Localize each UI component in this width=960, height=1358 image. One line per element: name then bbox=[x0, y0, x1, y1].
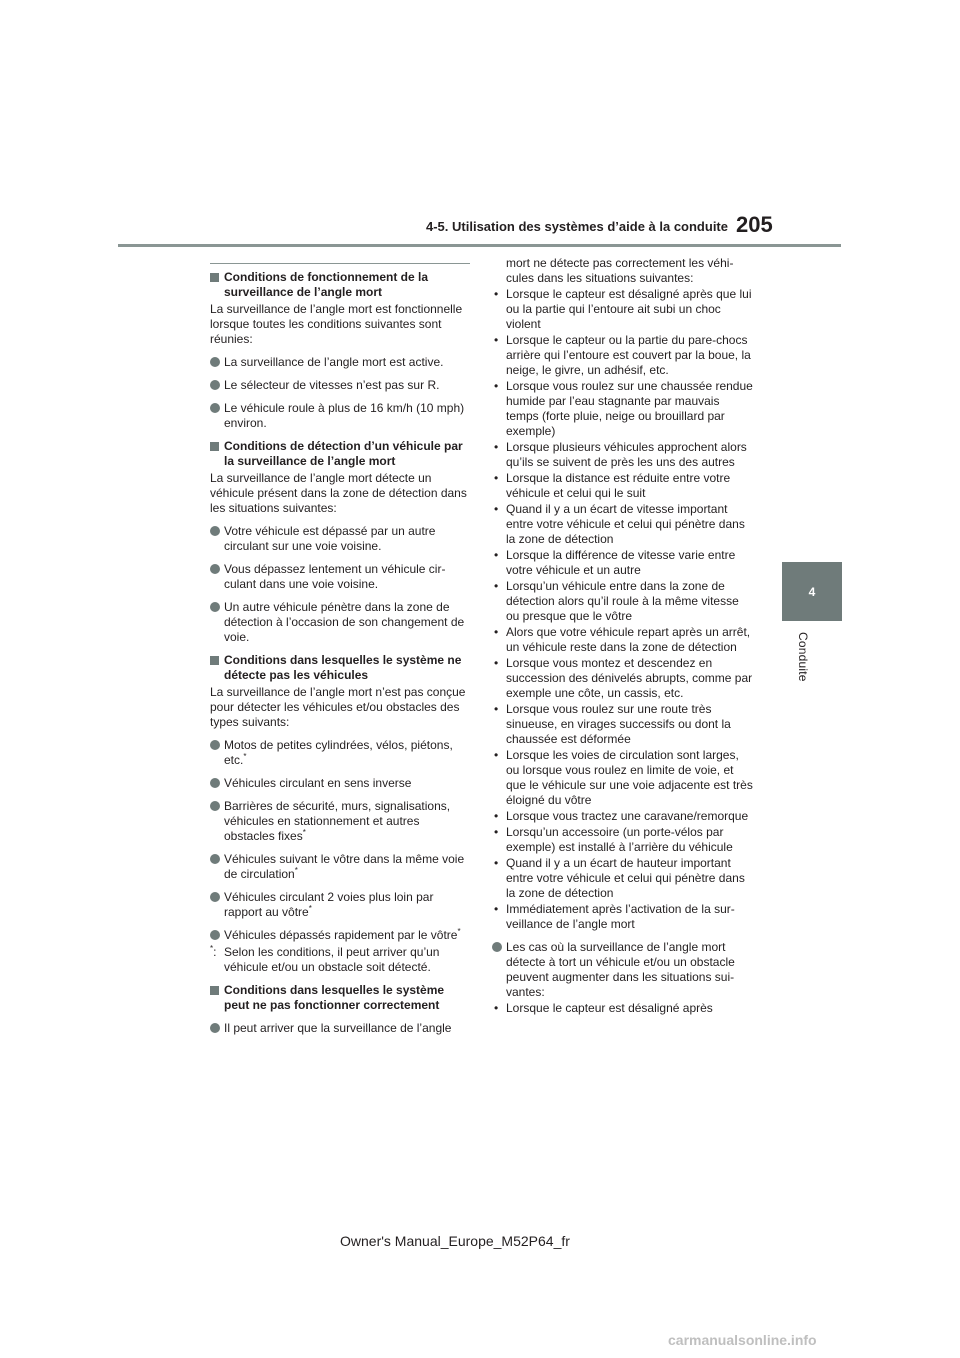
list-item: Véhicules suivant le vôtre dans la même voie de circulation* bbox=[210, 852, 470, 882]
dot-bullet-icon: • bbox=[494, 748, 499, 762]
circle-bullet-icon bbox=[210, 892, 220, 902]
dot-bullet-icon: • bbox=[494, 625, 499, 639]
header-title: 4-5. Utilisation des systèmes d’aide à la conduite bbox=[426, 219, 728, 234]
list-item: Véhicules circulant 2 voies plus loin par rapport au vôtre* bbox=[210, 890, 470, 920]
dot-bullet-icon: • bbox=[494, 440, 499, 454]
list-item: Barrières de sécurité, murs, signalisations, véhicules en stationnement et autres obstacles fixes* bbox=[210, 799, 470, 844]
watermark: carmanualsonline.info bbox=[668, 1332, 817, 1348]
list-item: Les cas où la surveillance de l’angle mort détecte à tort un véhicule et/ou un obstacle peuvent augmenter dans les situations suivantes: bbox=[492, 940, 754, 1000]
list-item: Véhicules dépassés rapidement par le vôtre* bbox=[210, 928, 470, 943]
section-intro: La surveillance de l’angle mort n’est pas conçue pour détecter les véhicules et/ou obstacles des types suivants: bbox=[210, 685, 466, 729]
list-item: Vous dépassez lentement un véhicule circulant dans une voie voisine. bbox=[210, 562, 470, 592]
circle-bullet-icon bbox=[210, 854, 220, 864]
circle-bullet-icon bbox=[210, 801, 220, 811]
page-number: 205 bbox=[736, 212, 773, 237]
section-heading: Conditions de détection d’un véhicule par la surveillance de l’angle mort bbox=[210, 439, 470, 469]
footer-text: Owner's Manual_Europe_M52P64_fr bbox=[340, 1233, 570, 1249]
circle-bullet-icon bbox=[210, 357, 220, 367]
square-bullet-icon bbox=[210, 656, 219, 665]
list-item: • Lorsque la différence de vitesse varie entre votre véhicule et un autre bbox=[494, 548, 736, 577]
dot-bullet-icon: • bbox=[494, 825, 499, 839]
section-intro: La surveillance de l’angle mort détecte un véhicule présent dans la zone de détection dans les situations suivantes: bbox=[210, 471, 467, 515]
list-item: Le sélecteur de vitesses n’est pas sur R. bbox=[210, 378, 470, 393]
footnote-star: * bbox=[457, 927, 461, 936]
square-bullet-icon bbox=[210, 986, 219, 995]
chapter-label: Conduite bbox=[796, 632, 810, 682]
list-item: • Lorsque vous roulez sur une route très sinueuse, en virages successifs ou dont la chaussée est déformée bbox=[494, 702, 731, 746]
list-item: La surveillance de l’angle mort est active. bbox=[210, 355, 470, 370]
situation-list bbox=[492, 287, 754, 932]
list-item: • Lorsque la distance est réduite entre votre véhicule et celui qui le suit bbox=[494, 471, 731, 500]
dot-bullet-icon: • bbox=[494, 902, 499, 916]
list-item: • Immédiatement après l’activation de la surveillance de l’angle mort bbox=[494, 902, 735, 931]
list-item: Véhicules circulant en sens inverse bbox=[210, 776, 470, 791]
footnote-star: * bbox=[243, 752, 247, 761]
list-item: Un autre véhicule pénètre dans la zone de détection à l’occasion de son changement de voie. bbox=[210, 600, 470, 645]
list-item: • Quand il y a un écart de hauteur important entre votre véhicule et celui qui pénètre dans la zone de détection bbox=[494, 856, 745, 900]
dot-bullet-icon: • bbox=[494, 379, 499, 393]
header-rule bbox=[118, 244, 841, 247]
circle-bullet-icon bbox=[210, 740, 220, 750]
circle-bullet-icon bbox=[210, 403, 220, 413]
section-intro: La surveillance de l’angle mort est fonctionnelle lorsque toutes les conditions suivantes sont réunies: bbox=[210, 302, 463, 346]
square-bullet-icon bbox=[210, 442, 219, 451]
section-heading: Conditions de fonctionnement de la surveillance de l’angle mort bbox=[210, 270, 470, 300]
circle-bullet-icon bbox=[210, 526, 220, 536]
list-item: • Lorsque vous tractez une caravane/remorque bbox=[494, 809, 749, 823]
circle-bullet-icon bbox=[210, 564, 220, 574]
dot-bullet-icon: • bbox=[494, 809, 499, 823]
list-item: • Lorsque le capteur ou la partie du pare-chocs arrière qui l’entoure est couvert par la boue, la neige, le givre, un adhésif, etc. bbox=[494, 333, 751, 377]
list-item: • Lorsqu’un véhicule entre dans la zone de détection alors qu’il roule à la même vitesse ou presque que le vôtre bbox=[494, 579, 739, 623]
situation-list bbox=[492, 1001, 754, 1016]
dot-bullet-icon: • bbox=[494, 333, 499, 347]
list-item: Votre véhicule est dépassé par un autre circulant sur une voie voisine. bbox=[210, 524, 470, 554]
circle-bullet-icon bbox=[210, 602, 220, 612]
dot-bullet-icon: • bbox=[494, 471, 499, 485]
list-item: • Lorsqu’un accessoire (un porte-vélos par exemple) est installé à l’arrière du véhicule bbox=[494, 825, 733, 854]
dot-bullet-icon: • bbox=[494, 702, 499, 716]
dot-bullet-icon: • bbox=[494, 502, 499, 516]
dot-bullet-icon: • bbox=[494, 579, 499, 593]
circle-bullet-icon bbox=[210, 778, 220, 788]
dot-bullet-icon: • bbox=[494, 287, 499, 301]
right-column bbox=[492, 255, 754, 1016]
list-item: Motos de petites cylindrées, vélos, piétons, etc.* bbox=[210, 738, 470, 768]
chapter-number: 4 bbox=[808, 584, 816, 599]
footnote-star: * bbox=[294, 866, 298, 875]
circle-bullet-icon bbox=[492, 942, 502, 952]
list-item: • Lorsque plusieurs véhicules approchent alors qu’ils se suivent de près les uns des autres bbox=[494, 440, 747, 469]
list-item: • Lorsque le capteur est désaligné après bbox=[494, 1001, 713, 1015]
circle-bullet-icon bbox=[210, 380, 220, 390]
list-item: • Lorsque vous montez et descendez en succession des dénivelés abrupts, comme par exemple une côte, un cassis, etc. bbox=[494, 656, 753, 700]
dot-bullet-icon: • bbox=[494, 1001, 499, 1015]
dot-bullet-icon: • bbox=[494, 856, 499, 870]
list-item: • Alors que votre véhicule repart après un arrêt, un véhicule reste dans la zone de détection bbox=[494, 625, 751, 654]
dot-bullet-icon: • bbox=[494, 548, 499, 562]
footnote: *: Selon les conditions, il peut arriver qu’un véhicule et/ou un obstacle soit détecté. bbox=[210, 944, 440, 974]
section-heading: Conditions dans lesquelles le système peut ne pas fonctionner correctement bbox=[210, 983, 470, 1013]
dot-bullet-icon: • bbox=[494, 656, 499, 670]
chapter-tab bbox=[782, 562, 842, 621]
section-rule bbox=[210, 263, 470, 264]
list-item: Il peut arriver que la surveillance de l’angle bbox=[210, 1021, 470, 1036]
footnote-star: * bbox=[302, 828, 306, 837]
square-bullet-icon bbox=[210, 273, 219, 282]
circle-bullet-icon bbox=[210, 930, 220, 940]
list-item: • Lorsque les voies de circulation sont larges, ou lorsque vous roulez en limite de voie, et que le véhicule sur une voie adjacente est très éloigné du vôtre bbox=[494, 748, 753, 807]
list-item: • Quand il y a un écart de vitesse important entre votre véhicule et celui qui pénètre dans la zone de détection bbox=[494, 502, 745, 546]
list-item: • Lorsque le capteur est désaligné après que lui ou la partie qui l’entoure ait subi un choc violent bbox=[494, 287, 752, 331]
list-item: Le véhicule roule à plus de 16 km/h (10 mph) environ. bbox=[210, 401, 470, 431]
section-heading: Conditions dans lesquelles le système ne détecte pas les véhicules bbox=[210, 653, 470, 683]
list-item: • Lorsque vous roulez sur une chaussée rendue humide par l’eau stagnante par mauvais temps (forte pluie, neige ou brouillard par exemple) bbox=[494, 379, 753, 438]
continued-text: mort ne détecte pas correctement les véhicules dans les situations suivantes: bbox=[506, 256, 734, 285]
footnote-star: * bbox=[308, 904, 312, 913]
circle-bullet-icon bbox=[210, 1023, 220, 1033]
left-column bbox=[210, 255, 470, 1036]
